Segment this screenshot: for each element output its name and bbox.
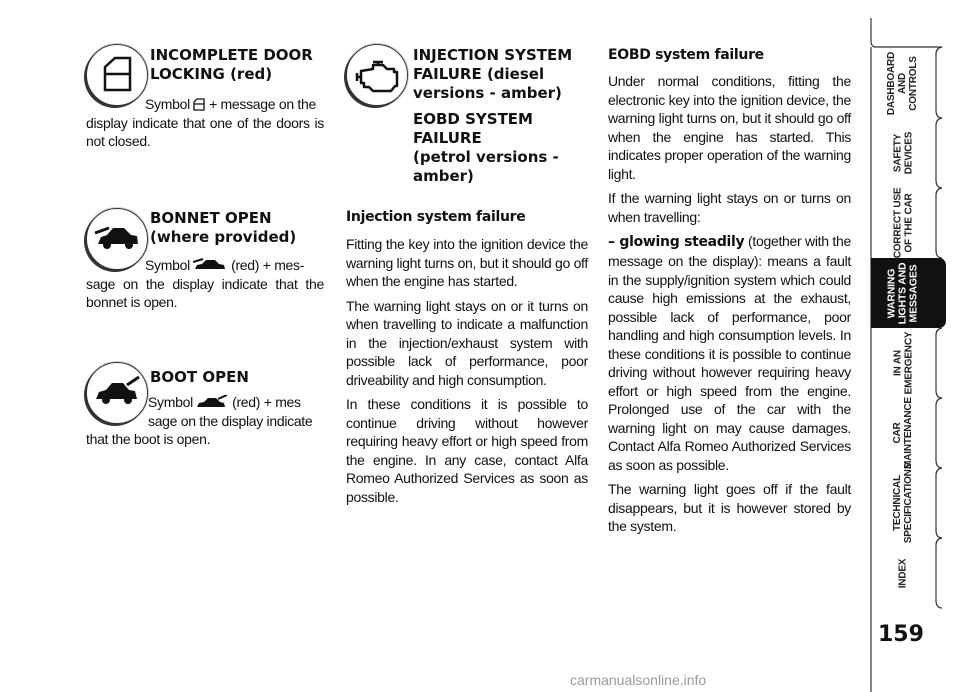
tab-dashboard-and-controls[interactable]: DASHBOARD AND CONTROLS (886, 51, 920, 115)
page-number: 159 (878, 622, 924, 647)
injection-title: INJECTION SYSTEM FAILURE (diesel versions - amber) EOBD SYSTEM FAILURE (petrol versions - amber) (413, 46, 573, 185)
bonnet-title: BONNET OPEN (where provided) (150, 209, 297, 246)
eobd-subhead: EOBD system failure (608, 47, 764, 63)
injection-body: Injection system failure Fitting the key into the ignition device the warning light turns on, but it should go off when the engine has started. The warning light stays on or it turns on when travelling to indicate a malfunction in the injection/exhaust system with possible lack of performance, poor driveability and high consumption. In these conditions it is possible to continue driving without however requiring heavy effort or high speed from the engine. In any case, contact Alfa Romeo Authorized Services as soon as possible. (346, 209, 588, 505)
engine-warning-icon (346, 44, 408, 106)
tab-correct-use[interactable]: CORRECT USE OF THE CAR (892, 187, 914, 259)
door-title: INCOMPLETE DOOR LOCKING (red) (150, 46, 313, 83)
watermark: carmanualsonline.info (570, 672, 707, 688)
glowing-steadily-label: – glowing steadily (608, 234, 745, 250)
tab-car-maintenance[interactable]: CAR MAINTENANCE (892, 397, 914, 469)
boot-symbol-icon (196, 395, 228, 409)
tab-warning-lights[interactable]: WARNING LIGHTS AND MESSAGES (885, 262, 920, 324)
injection-subhead: Injection system failure (346, 209, 526, 225)
eobd-body: EOBD system failure Under normal conditions, fitting the electronic key into the ignition device, the warning light turns on, but it should go off when the engine has started. This indicates proper operation of the warning light. If the warning light stays on or turns on when travelling: – glowing steadily (together with the message on the display): means a fault in the supply/ignition system which could cause high emissions at the exhaust, possible lack of performance, poor handling and high consumption levels. In these conditions it is possible to continue driving without however requiring heavy effort or high speed from the engine. Prolonged use of the car with the warning light on may cause damages. Contact Alfa Romeo Authorized Services as soon as possible. The warning light goes off if the fault disappears, but it is however stored by the system. (608, 47, 851, 534)
chapter-tabs (870, 0, 960, 692)
tab-in-an-emergency[interactable]: IN AN EMERGENCY (892, 331, 914, 395)
door-symbol-icon (193, 98, 205, 111)
door-description: Symbol + message on the display indicate that one of the doors is not closed. (86, 96, 324, 149)
tab-index[interactable]: INDEX (897, 558, 909, 588)
bonnet-description: Symbol (red) + mes- sage on the display indicate that the bonnet is open. (86, 257, 324, 310)
boot-title: BOOT OPEN (150, 368, 249, 386)
tab-technical-specifications[interactable]: TECHNICAL SPECIFICATIONS (892, 462, 915, 544)
boot-description: Symbol (red) + mes sage on the display indicate that the boot is open. (86, 394, 313, 447)
tab-safety-devices[interactable]: SAFETY DEVICES (891, 131, 914, 175)
bonnet-symbol-icon (193, 258, 227, 272)
